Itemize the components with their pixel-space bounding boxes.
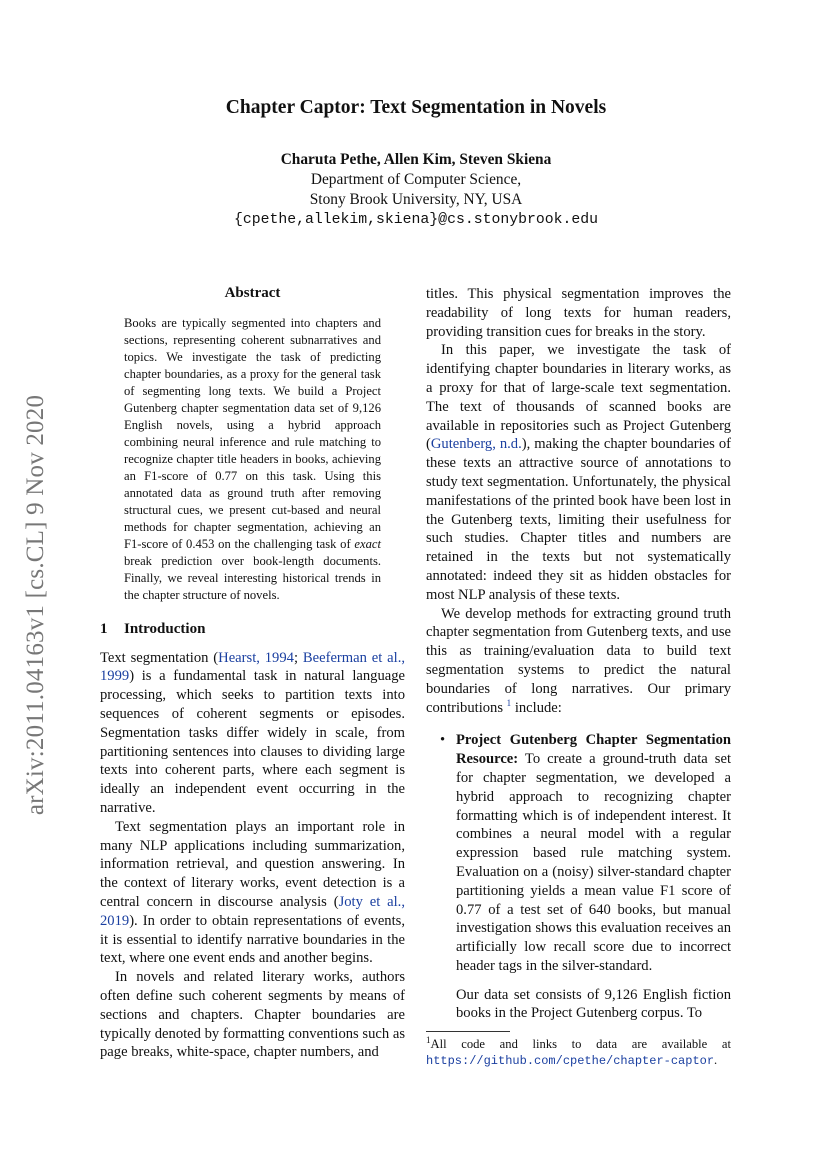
text-run: ). In order to obtain representations of events, it is essential to identify narrative boundaries in the text, where one event ends and another begins. bbox=[100, 912, 405, 967]
intro-paragraph-2 bbox=[100, 818, 405, 968]
section-title: Introduction bbox=[124, 620, 206, 637]
text-run: include: bbox=[511, 699, 562, 716]
paper-title: Chapter Captor: Text Segmentation in Novels bbox=[225, 97, 607, 118]
text-run: ) is a fundamental task in natural language processing, which seeks to partition texts into sequences of coherent segments or episodes. Segmentation tasks differ widely in scale, from partitioning sentences into clauses to dividing large texts into coherent parts, where each segment is ideally an independent event occurring in the narrative. bbox=[100, 668, 405, 816]
abstract-text bbox=[124, 315, 381, 604]
affiliation-department: Department of Computer Science, bbox=[310, 171, 522, 188]
abstract-part-2: break prediction over book-length documents. Finally, we reveal interesting historical trends in the chapter structure of novels. bbox=[124, 553, 381, 602]
arxiv-sidebar bbox=[16, 365, 56, 845]
contribution-body: To create a ground-truth data set for chapter segmentation, we developed a hybrid approach to recognizing chapter formatting which is of independent interest. It combines a neural model with a regular expression based rule matching system. Evaluation on a (noisy) silver-standard chapter partitioning yields a mean value F1 score of 0.77 of a test set of 640 books, but manual investigation shows this evaluation receives an artificially low recall score due to incorrect header tags in the silver-standard. bbox=[456, 751, 731, 974]
intro-paragraph-3: In novels and related literary works, authors often define such coherent segments by means of sections and chapters. Chapter boundaries are typically denoted by formatting conventions such as page breaks, white-space, chapter numbers, and bbox=[100, 969, 405, 1061]
citation-link-hearst[interactable]: Hearst, 1994 bbox=[218, 649, 294, 666]
left-column bbox=[100, 284, 405, 1062]
affiliation-university: Stony Brook University, NY, USA bbox=[309, 191, 523, 208]
text-run: Text segmentation ( bbox=[100, 649, 219, 666]
bullet-dot-icon: • bbox=[440, 732, 446, 749]
footnote-end: . bbox=[714, 1053, 718, 1068]
footnote-marker-link[interactable]: 1 bbox=[506, 697, 512, 708]
text-run: In this paper, we investigate the task of identifying chapter boundaries in literary works, as a proxy for that of large-scale text segmentation. The text of thousands of scanned books are available in repositories such as Project Gutenberg ( bbox=[426, 342, 731, 453]
contribution-bullet bbox=[426, 731, 731, 975]
author-block bbox=[100, 150, 732, 230]
footnote-url-link[interactable]: https://github.com/cpethe/chapter-captor bbox=[426, 1054, 715, 1069]
intro-paragraph-5 bbox=[426, 605, 731, 718]
text-run: ), making the chapter boundaries of these texts an attractive source of annotations to study text segmentation. Unfortunately, the physical manifestations of the printed book have been lost in the Gutenberg texts, limiting their usefulness for such studies. Chapter titles and numbers are retained in the texts but not systematically annotated: indeed they sit as hidden obstacles for most NLP analysis of these texts. bbox=[426, 436, 731, 603]
section-heading-introduction bbox=[100, 620, 405, 639]
contribution-continuation: Our data set consists of 9,126 English fiction books in the Project Gutenberg corpus. To bbox=[456, 986, 731, 1022]
intro-paragraph-4 bbox=[426, 341, 731, 604]
right-column bbox=[426, 285, 731, 1069]
section-number: 1 bbox=[100, 620, 108, 637]
author-emails: {cpethe,allekim,skiena}@cs.stonybrook.edu bbox=[233, 212, 599, 228]
citation-link-joty[interactable]: Joty et al., 2019 bbox=[100, 893, 405, 929]
intro-paragraph-1 bbox=[100, 649, 405, 818]
abstract-emphasis: exact bbox=[354, 536, 381, 551]
text-run: Text segmentation plays an important role in many NLP applications including summarization, information retrieval, and question answering. In the context of literary works, event detection is a central concern in discourse analysis ( bbox=[100, 818, 405, 910]
arxiv-identifier: arXiv:2011.04163v1 [cs.CL] 9 Nov 2020 bbox=[22, 394, 50, 816]
contribution-title: Project Gutenberg Chapter Segmentation Resource: bbox=[456, 732, 731, 768]
footnote bbox=[426, 1036, 731, 1069]
citation-link-gutenberg[interactable]: Gutenberg, n.d. bbox=[430, 436, 522, 453]
footnote-rule bbox=[426, 1031, 510, 1032]
text-run: ; bbox=[293, 649, 303, 666]
intro-paragraph-3-continued: titles. This physical segmentation improves the readability of long texts for human readers, providing transition cues for breaks in the story. bbox=[426, 286, 731, 340]
author-names: Charuta Pethe, Allen Kim, Steven Skiena bbox=[280, 151, 552, 168]
text-run: We develop methods for extracting ground truth chapter segmentation from Gutenberg texts, and use this as training/evaluation data to build text segmentation systems to predict the natural boundaries of long narratives. Our primary contributions bbox=[426, 605, 731, 716]
footnote-number: 1 bbox=[426, 1035, 431, 1046]
footnote-text: All code and links to data are available at bbox=[430, 1037, 731, 1052]
contribution-text bbox=[456, 731, 731, 975]
citation-link-beeferman[interactable]: Beeferman et al., 1999 bbox=[100, 649, 406, 685]
abstract-heading: Abstract bbox=[224, 285, 281, 301]
abstract-part-1: Books are typically segmented into chapters and sections, representing coherent subnarratives and topics. We investigate the task of predicting chapter boundaries, as a proxy for the general task of segmenting long texts. We build a Project Gutenberg chapter segmentation data set of 9,126 English novels, using a hybrid approach combining neural inference and rule matching to recognize chapter title headers in books, achieving an F1-score of 0.77 on this task. Using this annotated data as ground truth after removing structural cues, we present cut-based and neural methods for chapter segmentation, achieving an F1-score of 0.453 on the challenging task of bbox=[124, 315, 381, 551]
